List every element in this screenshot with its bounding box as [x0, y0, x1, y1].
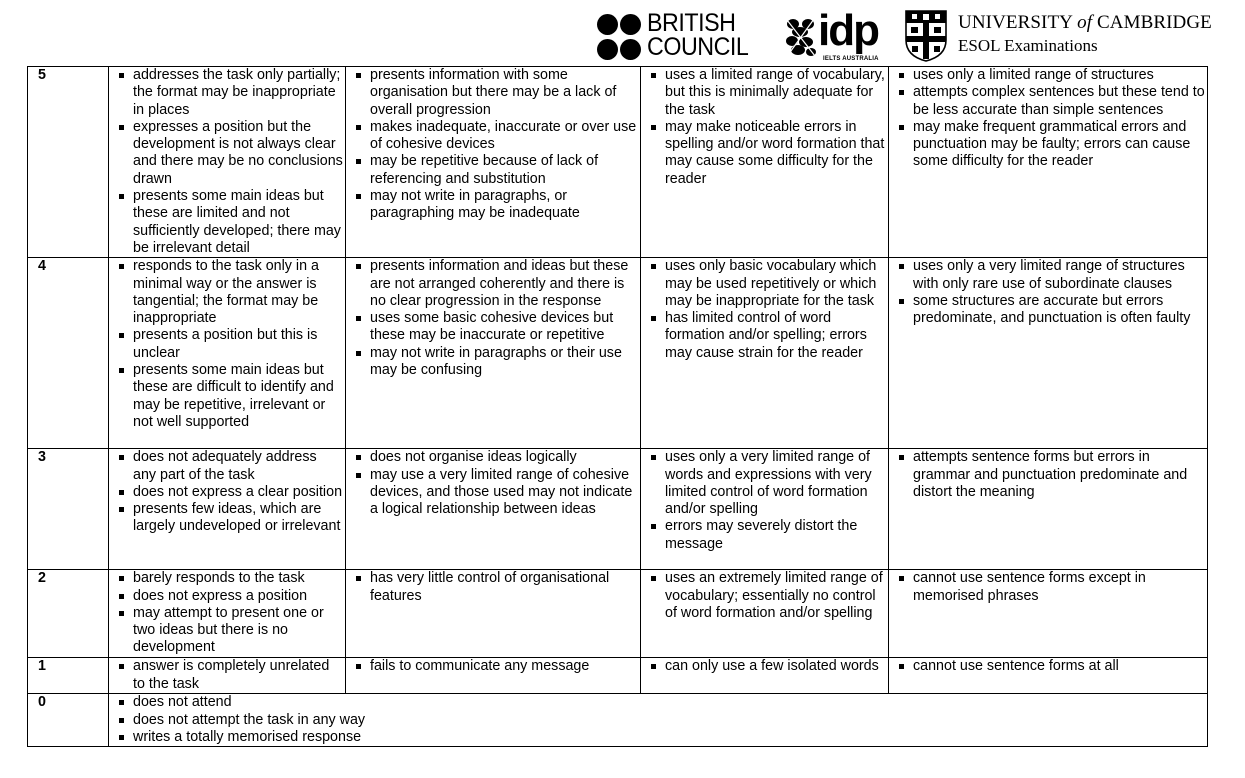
- task-response-cell: [109, 449, 346, 570]
- list-item: makes inadequate, inaccurate or over use of cohesive devices: [352, 119, 638, 154]
- british-council-line1: BRITISH: [647, 9, 736, 37]
- grammar-cell: [889, 258, 1208, 449]
- table-row: [28, 694, 1208, 747]
- descriptor-list: [647, 67, 886, 188]
- list-item: presents information and ideas but these are not arranged coherently and there is no clear progression in the response: [352, 258, 638, 310]
- list-item: presents information with some organisation but there may be a lack of overall progression: [352, 67, 638, 119]
- table-row: [28, 67, 1208, 258]
- table-row: [28, 258, 1208, 449]
- list-item: may not write in paragraphs or their use may be confusing: [352, 345, 638, 380]
- list-item: uses a limited range of vocabulary, but this is minimally adequate for the task: [647, 67, 886, 119]
- cambridge-shield-icon: [905, 10, 947, 62]
- lexical-resource-cell: [641, 570, 889, 658]
- idp-logo: [784, 6, 879, 64]
- list-item: errors may severely distort the message: [647, 518, 886, 553]
- list-item: answer is completely unrelated to the task: [115, 658, 343, 693]
- descriptor-list: [115, 694, 1205, 746]
- list-item: addresses the task only partially; the format may be inappropriate in places: [115, 67, 343, 119]
- task-response-cell: [109, 67, 346, 258]
- grammar-cell: [889, 570, 1208, 658]
- lexical-resource-cell: [641, 449, 889, 570]
- list-item: writes a totally memorised response: [115, 729, 1205, 746]
- coherence-cohesion-cell: [346, 67, 641, 258]
- descriptor-list: [647, 570, 886, 622]
- list-item: fails to communicate any message: [352, 658, 638, 675]
- list-item: may be repetitive because of lack of referencing and substitution: [352, 153, 638, 188]
- list-item: attempts complex sentences but these tend to be less accurate than simple sentences: [895, 84, 1205, 119]
- idp-wordmark: idp: [818, 6, 878, 55]
- list-item: uses only a limited range of structures: [895, 67, 1205, 84]
- list-item: may use a very limited range of cohesive devices, and those used may not indicate a logical relationship between ideas: [352, 467, 638, 519]
- descriptor-list: [647, 658, 886, 675]
- task-response-cell: [109, 658, 346, 694]
- british-council-line2: COUNCIL: [647, 33, 749, 61]
- descriptor-list: [352, 258, 638, 379]
- coherence-cohesion-cell: [346, 258, 641, 449]
- descriptor-list: [352, 658, 638, 675]
- list-item: presents some main ideas but these are difficult to identify and may be repetitive, irrelevant or not well supported: [115, 362, 343, 431]
- list-item: cannot use sentence forms at all: [895, 658, 1205, 675]
- descriptor-list: [115, 658, 343, 693]
- list-item: can only use a few isolated words: [647, 658, 886, 675]
- list-item: uses some basic cohesive devices but these may be inaccurate or repetitive: [352, 310, 638, 345]
- band-descriptors-table: [27, 66, 1208, 747]
- task-response-cell: [109, 570, 346, 658]
- idp-emblem-icon: [784, 16, 818, 60]
- header-logos: [0, 8, 1245, 66]
- list-item: cannot use sentence forms except in memorised phrases: [895, 570, 1205, 605]
- list-item: may make noticeable errors in spelling and/or word formation that may cause some difficulty for the reader: [647, 119, 886, 188]
- band-score: 0: [28, 694, 109, 747]
- grammar-cell: [889, 658, 1208, 694]
- list-item: uses an extremely limited range of vocabulary; essentially no control of word formation and/or spelling: [647, 570, 886, 622]
- band-score: 2: [28, 570, 109, 658]
- lexical-resource-cell: [641, 258, 889, 449]
- list-item: does not express a position: [115, 588, 343, 605]
- list-item: does not attempt the task in any way: [115, 712, 1205, 729]
- coherence-cohesion-cell: [346, 570, 641, 658]
- list-item: does not organise ideas logically: [352, 449, 638, 466]
- list-item: some structures are accurate but errors predominate, and punctuation is often faulty: [895, 293, 1205, 328]
- list-item: may make frequent grammatical errors and punctuation may be faulty; errors can cause some difficulty for the reader: [895, 119, 1205, 171]
- table-row: [28, 658, 1208, 694]
- list-item: may attempt to present one or two ideas but there is no development: [115, 605, 343, 657]
- list-item: presents few ideas, which are largely undeveloped or irrelevant: [115, 501, 343, 536]
- list-item: attempts sentence forms but errors in grammar and punctuation predominate and distort the meaning: [895, 449, 1205, 501]
- grammar-cell: [889, 449, 1208, 570]
- descriptor-list: [647, 258, 886, 362]
- descriptor-list: [895, 67, 1205, 171]
- list-item: presents a position but this is unclear: [115, 327, 343, 362]
- descriptor-list: [115, 258, 343, 431]
- cambridge-title: UNIVERSITY of CAMBRIDGE: [958, 12, 1212, 33]
- list-item: expresses a position but the development is not always clear and there may be no conclusions drawn: [115, 119, 343, 188]
- descriptor-list: [115, 570, 343, 656]
- list-item: does not attend: [115, 694, 1205, 711]
- descriptor-list: [647, 449, 886, 553]
- task-response-cell: [109, 258, 346, 449]
- list-item: has limited control of word formation and/or spelling; errors may cause strain for the reader: [647, 310, 886, 362]
- band-score: 1: [28, 658, 109, 694]
- descriptor-list: [115, 67, 343, 257]
- cambridge-subtitle: ESOL Examinations: [958, 36, 1098, 55]
- list-item: presents some main ideas but these are limited and not sufficiently developed; there may be irrelevant detail: [115, 188, 343, 257]
- list-item: may not write in paragraphs, or paragraphing may be inadequate: [352, 188, 638, 223]
- descriptor-list: [352, 67, 638, 223]
- list-item: does not express a clear position: [115, 484, 343, 501]
- band-score: 5: [28, 67, 109, 258]
- table-body: [28, 67, 1208, 747]
- descriptor-list: [895, 570, 1205, 605]
- descriptor-list: [352, 449, 638, 518]
- grammar-cell: [889, 67, 1208, 258]
- band-score: 3: [28, 449, 109, 570]
- list-item: uses only basic vocabulary which may be used repetitively or which may be inappropriate for the task: [647, 258, 886, 310]
- idp-subtitle: IELTS AUSTRALIA: [823, 56, 879, 62]
- table-row: [28, 570, 1208, 658]
- descriptor-list: [895, 658, 1205, 675]
- lexical-resource-cell: [641, 67, 889, 258]
- lexical-resource-cell: [641, 658, 889, 694]
- list-item: does not adequately address any part of the task: [115, 449, 343, 484]
- list-item: uses only a very limited range of words and expressions with very limited control of word formation and/or spelling: [647, 449, 886, 518]
- descriptor-list: [895, 258, 1205, 327]
- list-item: uses only a very limited range of structures with only rare use of subordinate clauses: [895, 258, 1205, 293]
- coherence-cohesion-cell: [346, 449, 641, 570]
- descriptor-list: [895, 449, 1205, 501]
- descriptor-list: [352, 570, 638, 605]
- list-item: has very little control of organisational features: [352, 570, 638, 605]
- cambridge-logo: [905, 10, 1212, 66]
- band-zero-descriptors-cell: [109, 694, 1208, 747]
- coherence-cohesion-cell: [346, 658, 641, 694]
- band-score: 4: [28, 258, 109, 449]
- list-item: responds to the task only in a minimal way or the answer is tangential; the format may be inappropriate: [115, 258, 343, 327]
- list-item: barely responds to the task: [115, 570, 343, 587]
- table-row: [28, 449, 1208, 570]
- descriptor-list: [115, 449, 343, 535]
- british-council-dots-icon: [597, 14, 643, 62]
